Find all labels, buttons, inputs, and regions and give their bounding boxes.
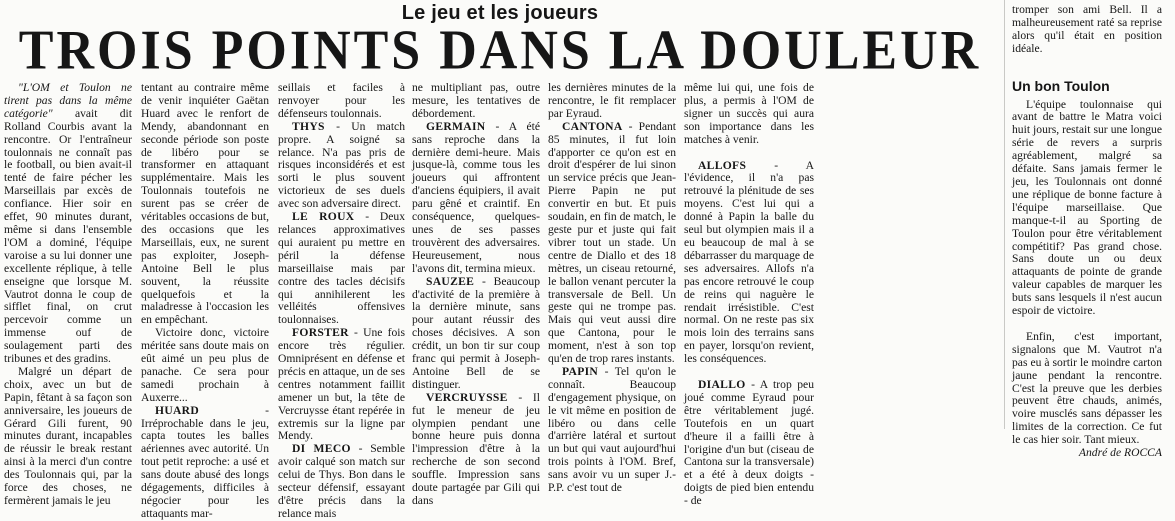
player-rating-text: - Une fois encore très régulier. Omniprésent en défense et précis en attaque, un de ses centres notamment faillit amener un but, la tête de Vercruysse étant repérée in extremis sur la ligne par Mendy. bbox=[278, 326, 405, 443]
player-name: VERCRUYSSE bbox=[426, 390, 508, 404]
column-divider bbox=[1004, 0, 1005, 429]
player-rating-forster bbox=[278, 327, 405, 443]
article-kicker: Le jeu et les joueurs bbox=[401, 2, 599, 24]
player-rating-germain bbox=[412, 121, 540, 276]
player-rating-text: - Irréprochable dans le jeu, capta toutes les balles aériennes avec autorité. Un tout petit reproche: a usé et sans doute abusé des longs dégagements, difficiles à négocier pour les attaquants mar- bbox=[141, 403, 269, 520]
paragraph-text: avait dit Rolland Courbis avant la rencontre. Or l'entraîneur toulonnais ne connaît pas le football, ou bien avait-il tenté de faire pécher les Marseillais par excès de confiance. Hier soir en effet, 90 minutes durant, même si dans l'ensemble l'OM a dominé, l'équipe varoise a su lui donner une excellente réplique, à telle enseigne que lorsque M. Vautrot donna le coup de sifflet final, on crut percevoir comme un immense ouf de soulagement parti des tribunes et des gradins. bbox=[4, 106, 132, 366]
player-rating-text: - Il fut le meneur de jeu olympien pendant une bonne heure puis donna l'impression d'être à la recherche de son second souffle. Impression sans doute partagée par Gili qui dans bbox=[412, 390, 540, 507]
paragraph: L'équipe toulonnaise qui avant de battre le Matra voici huit jours, restait sur une longue série de revers a surpris agréablement, malgré sa défaite. Sans jamais fermer le jeu, les Toulonnais ont donné une réplique de bonne facture à l'équipe marseillaise. Que manque-t-il au Sporting de Toulon pour être véritablement compétitif? Pas grand chose. Sans doute un ou deux attaquants de pointe de grande valeur capables de marquer les buts sans lesquels il n'est aucun espoir de victoire. bbox=[1012, 97, 1162, 318]
player-name: DIALLO bbox=[698, 378, 746, 392]
player-rating-text: - A trop peu joué comme Eyraud pour être véritablement jugé. Toutefois en un quart d'heure il a failli être à l'origine d'un but (ciseau de Cantona sur la transversale) et a été à deux doigts - doigts de pied bien entendu - de bbox=[684, 378, 814, 508]
player-name: THYS bbox=[292, 119, 325, 133]
player-rating-text: - A l'évidence, il n'a pas retrouvé la plénitude de ses moyens. C'est lui qui a donné à Papin la balle du seul but olympien mais il a eu beaucoup de mal à se débarrasser du marquage de ses adversaires. Allofs n'a pas encore retrouvé le coup de reins qui naguère le rendait irrésistible. C'est normal. On ne reste pas six mois loin des terrains sans en payer, lorsqu'on revient, les conséquences. bbox=[684, 158, 814, 366]
player-rating-di-meco bbox=[278, 443, 405, 520]
player-rating-sauzee bbox=[412, 276, 540, 392]
article-column-7 bbox=[1012, 3, 1162, 460]
player-rating-huard bbox=[141, 405, 269, 521]
player-name: HUARD bbox=[155, 403, 200, 417]
paragraph bbox=[4, 82, 132, 366]
player-rating-text: - Un match propre. A soigné sa relance. N'a pas pris de risques inconsidérés et est sorti le plus souvent victorieux de ses duels avec son adversaire direct. bbox=[278, 119, 405, 211]
article-column-1 bbox=[4, 81, 132, 507]
paragraph: seillais et faciles à renvoyer pour les défenseurs toulonnais. bbox=[278, 81, 405, 120]
article-headline: TROIS POINTS DANS LA DOULEUR bbox=[18, 20, 982, 82]
article-column-3 bbox=[278, 81, 406, 520]
paragraph: même lui qui, une fois de plus, a permis à l'OM de signer un succès qui aura son importance dans les matches à venir. bbox=[684, 81, 814, 146]
player-name: CANTONA bbox=[562, 119, 623, 133]
player-rating-papin bbox=[548, 366, 676, 495]
player-rating-text: - A été sans reproche dans la dernière demi-heure. Mais jusque-là, comme tous les joueurs qui affrontent d'anciens équipiers, il avait paru gêné et craintif. En conséquence, quelques-unes de ses passes trouvèrent des adversaires. Heureusement, nous l'avons dit, termina mieux. bbox=[412, 119, 540, 275]
player-name: FORSTER bbox=[292, 326, 349, 340]
player-rating-text: - Tel qu'on le connaît. Beaucoup d'engagement physique, on le vit même en position de libéro ou dans celle d'arrière latéral et surtout un but qui vaut aujourd'hui trois points à l'OM. Bref, sans avoir vu un super J.-P.P. c'est tout de bbox=[548, 364, 676, 495]
player-name: PAPIN bbox=[562, 364, 599, 378]
player-rating-text: - Semble avoir calqué son match sur celui de Thys. Bon dans le secteur défensif, essayant d'être précis dans la relance mais bbox=[278, 442, 406, 520]
player-rating-text: - Pendant 85 minutes, il fut loin d'apporter ce qu'on est en droit d'espérer de lui sinon un service précis que Jean-Pierre Papin ne put convertir en but. Et puis soudain, en fin de match, le geste pur et juste qui fait vibrer tout un stade. Un centre de Diallo et des 18 mètres, un ciseau retourné, le ballon venant percuter la transversale de Bell. Un geste qui ne trompe pas. Mais qui veut aussi dire que Cantona, pour le moment, n'est à son top qu'en de trop rares instants. bbox=[548, 119, 676, 366]
paragraph: ne multipliant pas, outre mesure, les tentatives de débordement. bbox=[412, 81, 540, 120]
author-signature: André de ROCCA bbox=[1078, 446, 1162, 460]
player-name: ALLOFS bbox=[698, 158, 747, 172]
player-rating-text: - Beaucoup d'activité de la première à la dernière minute, sans pour autant réussir des choses décisives. A son crédit, un bon tir sur coup franc qui permit à Joseph-Antoine Bell de se distinguer. bbox=[412, 274, 540, 391]
article-column-4 bbox=[412, 81, 540, 507]
player-rating-le-roux bbox=[278, 211, 405, 327]
player-rating-allofs bbox=[684, 160, 814, 367]
paragraph: tentant au contraire même de venir inquiéter Gaëtan Huard avec le renfort de Mendy, abandonnant en seconde période son poste de libéro pour se transformer en attaquant supplémentaire. Mais les Toulonnais toutefois ne surent pas se créer de véritables occasions de but, des occasions que les Marseillais, eux, ne surent pas exploiter, Joseph-Antoine Bell le plus souvent, la réussite quelquefois et la maladresse à l'occasion les en empêchant. bbox=[141, 81, 269, 327]
player-rating-text: - Deux relances approximatives qui auraient pu mettre en péril la défense marseillaise mais par contre des tacles décisifs qui annihilerent les velléités offensives toulonnaises. bbox=[278, 210, 405, 327]
player-name: LE ROUX bbox=[292, 210, 355, 224]
player-name: DI MECO bbox=[292, 442, 351, 456]
player-name: GERMAIN bbox=[426, 119, 486, 133]
section-subhead: Un bon Toulon bbox=[1012, 77, 1110, 94]
paragraph: les dernières minutes de la rencontre, le fit remplacer par Eyraud. bbox=[548, 81, 676, 120]
opening-quote: "L'OM et Toulon ne tirent pas dans la même catégorie" bbox=[4, 81, 132, 120]
player-rating-vercruysse bbox=[412, 392, 540, 508]
article-column-6 bbox=[684, 81, 814, 508]
player-rating-cantona bbox=[548, 121, 676, 366]
article-column-5 bbox=[548, 81, 676, 495]
article-column-2 bbox=[141, 81, 269, 520]
paragraph: tromper son ami Bell. Il a malheureusement raté sa reprise alors qu'il était en position idéale. bbox=[1012, 3, 1162, 55]
paragraph: Malgré un départ de choix, avec un but de Papin, fêtant à sa façon son anniversaire, les joueurs de Gérard Gili furent, 90 minutes durant, incapables de réussir le break restant ainsi à la merci d'un contre des Toulonnais qui, par la force des choses, ne fermèrent jamais le jeu bbox=[4, 364, 132, 507]
paragraph: Enfin, c'est important, signalons que M. Vautrot n'a pas eu à sortir le moindre carton jaune pendant la rencontre. C'est la preuve que les derbies peuvent être chauds, animés, voire musclés sans dépasser les limites de la correction. Ce fut le cas hier soir. Tant mieux. bbox=[1012, 329, 1162, 447]
player-name: SAUZEE bbox=[426, 274, 475, 288]
player-rating-thys bbox=[278, 121, 405, 211]
paragraph: Victoire donc, victoire méritée sans doute mais on eût aimé un peu plus de panache. Ce sera pour samedi prochain à Auxerre... bbox=[141, 326, 269, 404]
player-rating-diallo bbox=[684, 379, 814, 508]
